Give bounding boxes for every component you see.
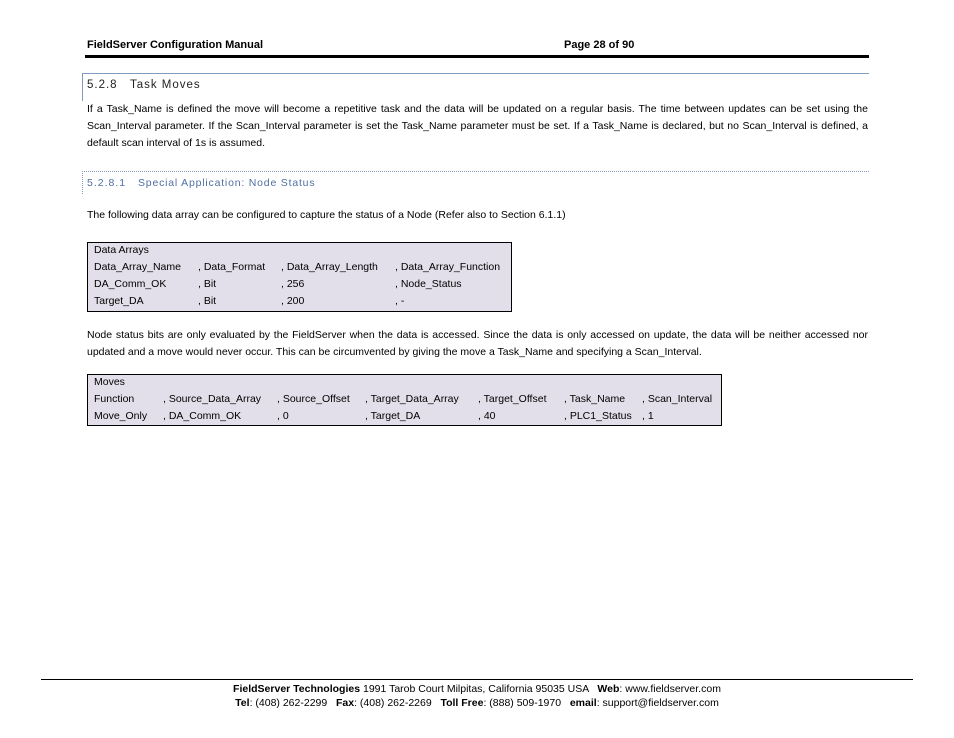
section-paragraph: If a Task_Name is defined the move will become a repetitive task and the data will be updated on a regular basis. The time between updates can be set using the Scan_Interval parameter. If the Scan_Interval parameter is set the Task_Name parameter must be set. If a Task_Name is declared, but no Scan_Interval is defined, a default scan interval of 1s is assumed.: [87, 103, 868, 149]
table-header-cell: , Data_Array_Length: [281, 261, 378, 273]
footer-fax-label: Fax: [335, 697, 355, 709]
table-title: Moves: [94, 376, 125, 388]
footer-tel-label: Tel: [235, 697, 250, 709]
footer-line-1: [0, 683, 954, 695]
table-header-cell: , Target_Data_Array: [365, 393, 459, 405]
footer-address: 1991 Tarob Court Milpitas, California 95035 USA: [360, 683, 598, 695]
subsection-title: Special Application: Node Status: [138, 177, 316, 189]
footer-web: : www.fieldserver.com: [619, 683, 721, 695]
table-header-cell: , Scan_Interval: [642, 393, 713, 405]
footer-rule: [41, 679, 913, 680]
table-header-cell: , Source_Data_Array: [163, 393, 262, 405]
table-cell: Target_DA: [94, 295, 144, 307]
table-cell: , Node_Status: [395, 278, 462, 290]
footer-email: : support@fieldserver.com: [596, 697, 719, 709]
footer-tollfree: : (888) 509-1970: [483, 697, 570, 709]
table-header-cell: Function: [94, 393, 135, 405]
footer-tel: : (408) 262-2299: [249, 697, 336, 709]
table-header-cell: Data_Array_Name: [94, 261, 181, 273]
section-heading: 5.2.8 Task Moves: [87, 79, 201, 91]
table-cell: , Bit: [198, 295, 217, 307]
subsection-number: 5.2.8.1: [87, 177, 127, 189]
table-cell: , Bit: [198, 278, 217, 290]
table-cell: , Target_DA: [365, 410, 421, 422]
table-header-cell: , Source_Offset: [277, 393, 350, 405]
table-cell: , 40: [478, 410, 496, 422]
subsection-intro: The following data array can be configured to capture the status of a Node (Refer also to Section 6.1.1): [87, 209, 566, 221]
table-cell: , 256: [281, 278, 305, 290]
table-cell: , PLC1_Status: [564, 410, 632, 422]
table-cell: DA_Comm_OK: [94, 278, 167, 290]
table-cell: Move_Only: [94, 410, 148, 422]
moves-table: [87, 374, 722, 426]
table-header-cell: , Data_Array_Function: [395, 261, 501, 273]
table-header-cell: , Data_Format: [198, 261, 266, 273]
table-cell: , 1: [642, 410, 654, 422]
table-cell: , 0: [277, 410, 289, 422]
data-arrays-table: [87, 242, 512, 312]
node-status-note: Node status bits are only evaluated by the FieldServer when the data is accessed. Since the data is only accessed on update, the data will be neither accessed nor updated and a move would never occur. This can be circumvented by giving the move a Task_Name and specifying a Scan_Interval.: [87, 329, 868, 358]
table-cell: , DA_Comm_OK: [163, 410, 242, 422]
table-title: Data Arrays: [94, 244, 149, 256]
table-header-cell: , Target_Offset: [478, 393, 547, 405]
footer-web-label: Web: [597, 683, 620, 695]
footer-company: FieldServer Technologies: [233, 683, 361, 695]
table-header-cell: , Task_Name: [564, 393, 626, 405]
footer-tollfree-label: Toll Free: [440, 697, 484, 709]
footer-email-label: email: [569, 697, 597, 709]
footer-line-2: [0, 697, 954, 709]
footer-fax: : (408) 262-2269: [354, 697, 441, 709]
document-title: FieldServer Configuration Manual: [87, 39, 264, 51]
table-cell: , 200: [281, 295, 305, 307]
table-cell: , -: [395, 295, 405, 307]
header-rule: [85, 55, 869, 58]
page-number: Page 28 of 90: [564, 39, 635, 51]
